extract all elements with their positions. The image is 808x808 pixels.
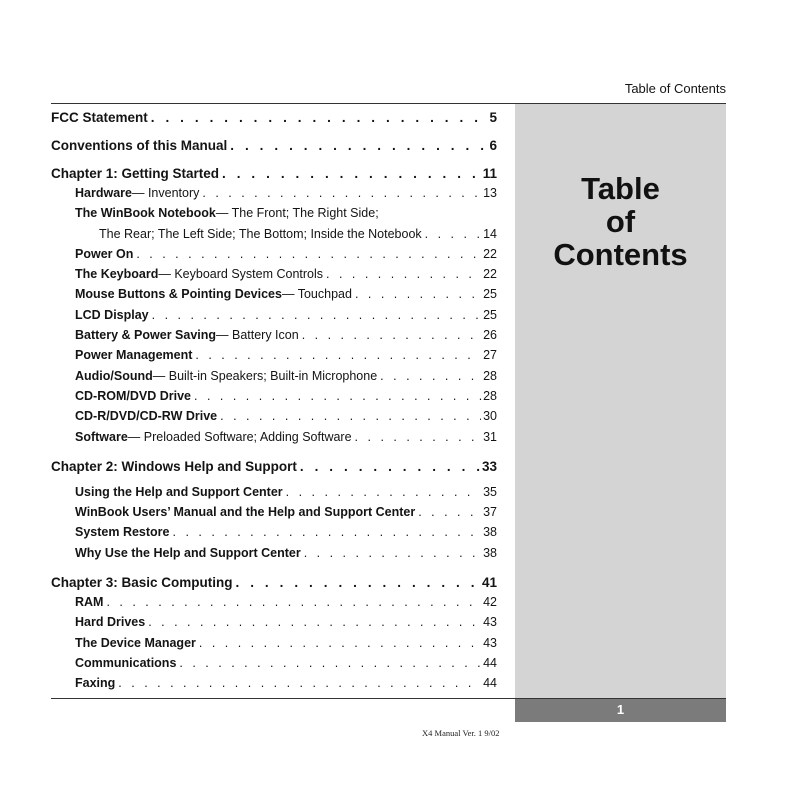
- toc-title: Software: [75, 429, 128, 444]
- toc-title: Chapter 3: Basic Computing: [51, 575, 233, 591]
- toc-title: The Device Manager: [75, 635, 196, 650]
- leader-dots: [106, 595, 481, 609]
- toc-entry[interactable]: [51, 409, 497, 429]
- toc-subtitle: — Built-in Speakers; Built-in Microphone: [152, 368, 378, 383]
- toc-title: The WinBook Notebook: [75, 206, 216, 221]
- leader-dots: [418, 505, 481, 519]
- toc-entry[interactable]: [51, 287, 497, 307]
- toc-page: 42: [483, 595, 497, 610]
- toc-entry[interactable]: [51, 636, 497, 656]
- toc-subtitle: The Rear; The Left Side; The Bottom; Inside the Notebook: [99, 226, 422, 241]
- toc-entry[interactable]: [51, 328, 497, 348]
- leader-dots: [300, 459, 480, 474]
- toc-title: Audio/Sound: [75, 368, 153, 383]
- toc-page: 25: [483, 287, 497, 302]
- toc-title: Mouse Buttons & Pointing Devices: [75, 287, 282, 302]
- leader-dots: [230, 138, 487, 153]
- leader-dots: [195, 348, 481, 362]
- toc-page: 35: [483, 484, 497, 499]
- toc-title: FCC Statement: [51, 110, 148, 125]
- toc-title: Using the Help and Support Center: [75, 484, 283, 499]
- toc-page: 30: [483, 409, 497, 424]
- toc-entry[interactable]: [51, 485, 497, 505]
- toc-page: 44: [483, 676, 497, 691]
- toc-title: RAM: [75, 595, 104, 610]
- toc-title: LCD Display: [75, 307, 149, 322]
- toc-subtitle: — Battery Icon: [216, 328, 299, 343]
- toc-page: 38: [483, 525, 497, 540]
- toc-title: Chapter 2: Windows Help and Support: [51, 458, 297, 474]
- toc-title: Faxing: [75, 676, 116, 691]
- toc-title: The Keyboard: [75, 267, 159, 282]
- toc-subtitle: — Inventory: [131, 186, 200, 200]
- toc-entry-continuation[interactable]: [51, 227, 497, 247]
- toc-page: 5: [489, 110, 497, 125]
- toc-page: 25: [483, 307, 497, 322]
- toc-title: Why Use the Help and Support Center: [75, 545, 301, 560]
- toc-page: 43: [483, 635, 497, 650]
- toc-chapter-2[interactable]: [51, 459, 497, 479]
- toc-chapter-3[interactable]: [51, 575, 497, 595]
- leader-dots: [286, 485, 481, 499]
- toc-entry[interactable]: [51, 206, 497, 226]
- toc-title: System Restore: [75, 525, 170, 540]
- leader-dots: [179, 656, 481, 670]
- toc-entry[interactable]: [51, 308, 497, 328]
- leader-dots: [220, 409, 481, 423]
- toc-page: 33: [481, 458, 497, 474]
- toc-page: 27: [483, 348, 497, 363]
- page-number-tab: 1: [515, 699, 726, 722]
- leader-dots: [380, 369, 481, 383]
- toc-page: 28: [483, 388, 497, 403]
- toc-page: 31: [483, 429, 497, 444]
- toc-page: 11: [482, 166, 497, 181]
- toc-page: 14: [483, 226, 497, 241]
- toc-entry[interactable]: [51, 389, 497, 409]
- toc-title: Chapter 1: Getting Started: [51, 166, 220, 181]
- leader-dots: [304, 546, 481, 560]
- toc-title: WinBook Users’ Manual and the Help and Support Center: [75, 505, 416, 520]
- leader-dots: [202, 186, 481, 200]
- toc-entry-fcc[interactable]: [51, 110, 497, 130]
- toc-page: 13: [483, 186, 497, 200]
- toc-page: 41: [481, 575, 497, 591]
- toc-page: 22: [483, 267, 497, 282]
- toc-title: Battery & Power Saving: [75, 328, 217, 343]
- leader-dots: [302, 328, 481, 342]
- toc-page: 43: [483, 615, 497, 630]
- leader-dots: [236, 575, 480, 590]
- toc-entry[interactable]: [51, 525, 497, 545]
- toc-entry[interactable]: [51, 505, 497, 525]
- toc-subtitle: — Preloaded Software; Adding Software: [127, 429, 352, 444]
- toc-entry[interactable]: [51, 369, 497, 389]
- leader-dots: [151, 110, 488, 125]
- leader-dots: [425, 227, 481, 241]
- leader-dots: [152, 308, 481, 322]
- side-title-line: of: [605, 204, 636, 239]
- side-panel-title: [515, 172, 726, 271]
- leader-dots: [148, 615, 481, 629]
- toc-entry[interactable]: [51, 348, 497, 368]
- toc-entry-conventions[interactable]: [51, 138, 497, 158]
- leader-dots: [355, 430, 482, 444]
- toc-title: Conventions of this Manual: [51, 138, 228, 153]
- table-of-contents: [51, 110, 497, 697]
- leader-dots: [194, 389, 481, 403]
- toc-entry[interactable]: [51, 546, 497, 566]
- toc-page: 6: [489, 138, 497, 153]
- toc-title: CD-ROM/DVD Drive: [75, 388, 191, 403]
- toc-chapter-1[interactable]: [51, 166, 497, 186]
- toc-subtitle: — Touchpad: [281, 287, 352, 302]
- toc-page: 28: [483, 368, 497, 383]
- toc-title: Communications: [75, 655, 177, 670]
- side-title-line: Contents: [553, 237, 688, 272]
- leader-dots: [355, 287, 481, 301]
- side-title-line: Table: [581, 171, 660, 206]
- toc-entry[interactable]: [51, 595, 497, 615]
- leader-dots: [326, 267, 481, 281]
- toc-entry[interactable]: [51, 186, 497, 206]
- toc-entry[interactable]: [51, 656, 497, 676]
- side-panel: [515, 104, 726, 698]
- leader-dots: [222, 166, 481, 181]
- toc-page: 37: [483, 505, 497, 520]
- footer-note: X4 Manual Ver. 1 9/02: [422, 728, 500, 738]
- leader-dots: [136, 247, 481, 261]
- toc-subtitle: — Keyboard System Controls: [158, 267, 324, 282]
- toc-title: Power On: [75, 246, 134, 261]
- toc-entry[interactable]: [51, 430, 497, 450]
- leader-dots: [118, 676, 481, 690]
- toc-page: 26: [483, 328, 497, 343]
- leader-dots: [173, 525, 482, 539]
- toc-entry[interactable]: [51, 267, 497, 287]
- toc-entry[interactable]: [51, 676, 497, 696]
- toc-page: 22: [483, 246, 497, 261]
- running-head: Table of Contents: [624, 81, 726, 96]
- leader-dots: [199, 636, 481, 650]
- toc-entry[interactable]: [51, 247, 497, 267]
- toc-title: Hard Drives: [75, 615, 146, 630]
- toc-title: CD-R/DVD/CD-RW Drive: [75, 409, 218, 424]
- toc-page: 44: [483, 655, 497, 670]
- toc-entry[interactable]: [51, 615, 497, 635]
- toc-subtitle: — The Front; The Right Side;: [215, 206, 379, 221]
- toc-title: Power Management: [75, 348, 193, 363]
- toc-page: 38: [483, 545, 497, 560]
- toc-title: Hardware: [75, 186, 132, 200]
